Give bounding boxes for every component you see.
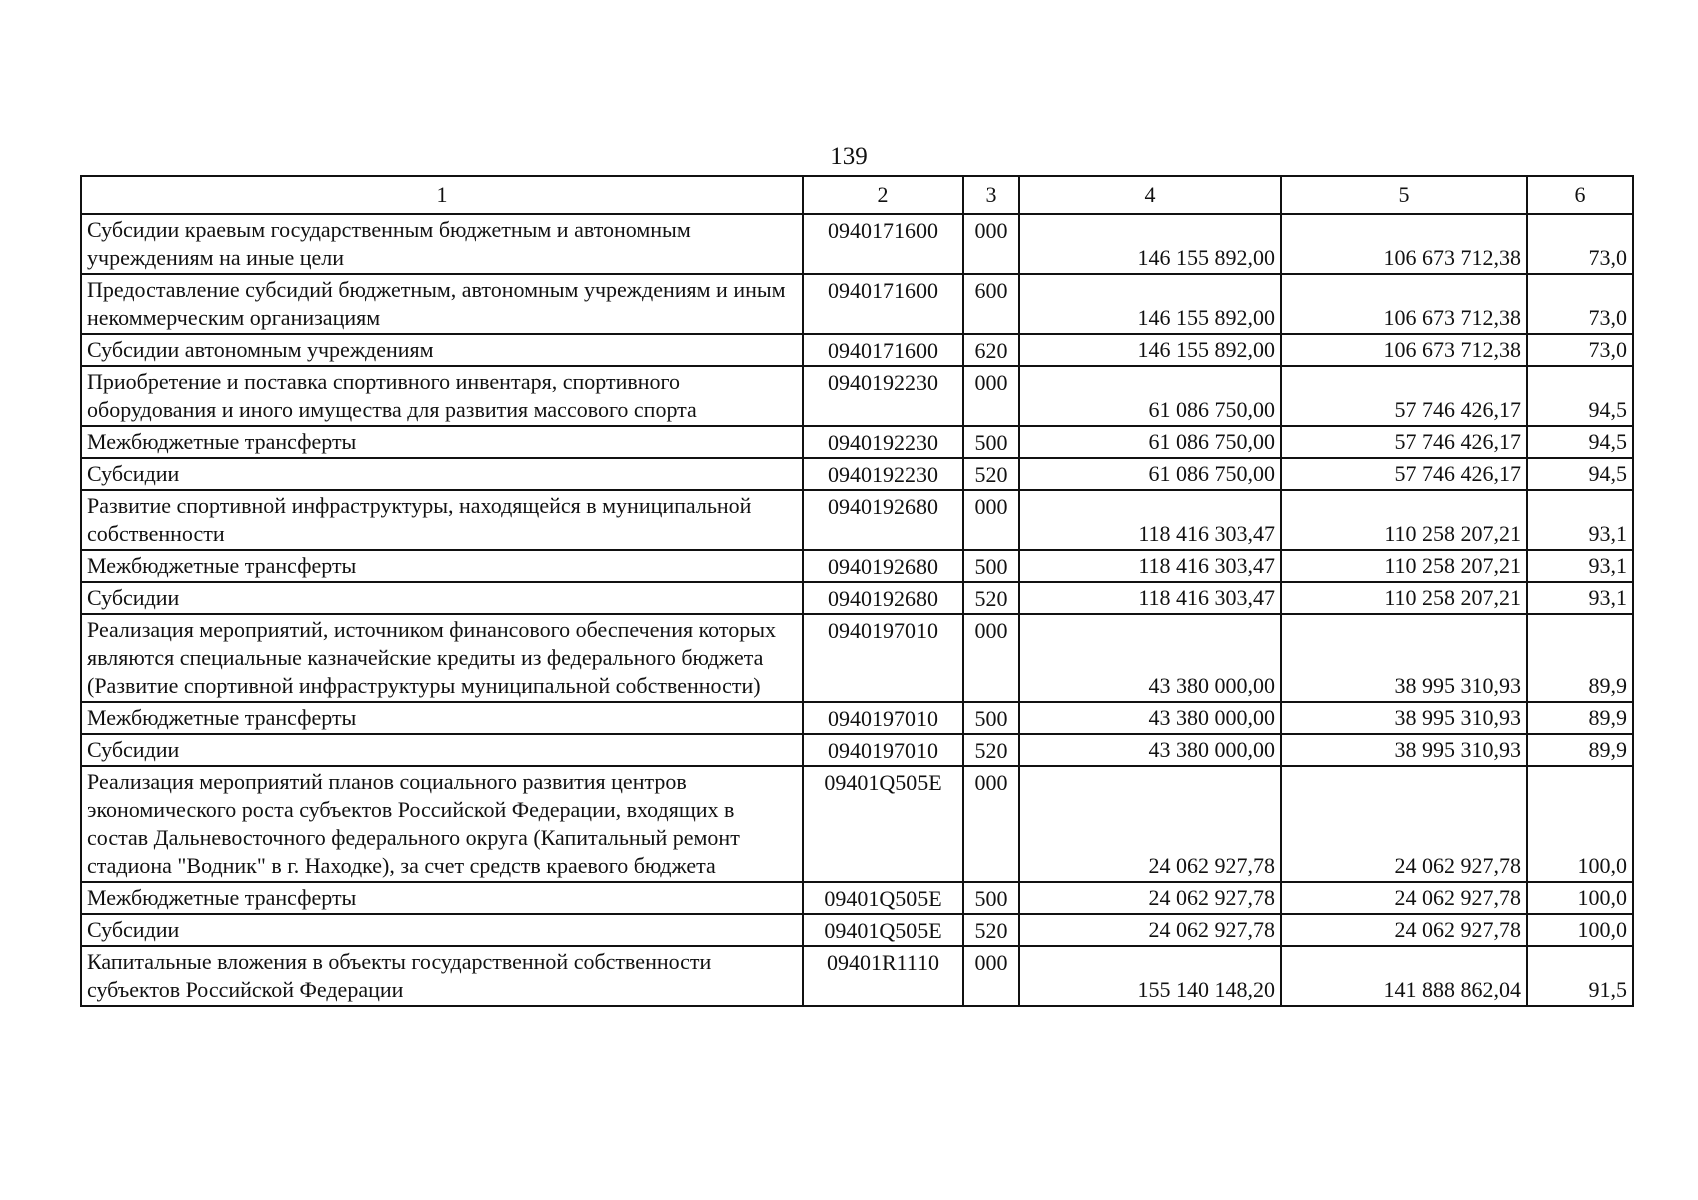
row-code-cell: 0940192230	[803, 458, 963, 490]
table-row	[81, 334, 1633, 366]
row-actual-cell: 57 746 426,17	[1281, 366, 1527, 426]
row-type-cell: 500	[963, 882, 1019, 914]
row-actual-cell: 141 888 862,04	[1281, 946, 1527, 1006]
row-name-cell: Субсидии автономным учреждениям	[81, 334, 803, 366]
row-name-cell: Приобретение и поставка спортивного инвентаря, спортивного оборудования и иного имущества для развития массового спорта	[81, 366, 803, 426]
row-code-cell: 0940171600	[803, 274, 963, 334]
row-type-cell: 600	[963, 274, 1019, 334]
row-actual-cell: 110 258 207,21	[1281, 550, 1527, 582]
row-percent-cell: 100,0	[1527, 914, 1633, 946]
table-row	[81, 734, 1633, 766]
row-code-cell: 0940171600	[803, 214, 963, 274]
table-row	[81, 614, 1633, 702]
row-actual-cell: 57 746 426,17	[1281, 458, 1527, 490]
row-plan-cell: 61 086 750,00	[1019, 366, 1281, 426]
row-name-cell: Субсидии	[81, 914, 803, 946]
row-plan-cell: 118 416 303,47	[1019, 550, 1281, 582]
row-type-cell: 500	[963, 550, 1019, 582]
row-code-cell: 0940192230	[803, 426, 963, 458]
row-plan-cell: 146 155 892,00	[1019, 274, 1281, 334]
row-plan-cell: 43 380 000,00	[1019, 734, 1281, 766]
row-type-cell: 500	[963, 426, 1019, 458]
row-type-cell: 520	[963, 582, 1019, 614]
row-plan-cell: 146 155 892,00	[1019, 214, 1281, 274]
row-plan-cell: 155 140 148,20	[1019, 946, 1281, 1006]
row-code-cell: 0940192680	[803, 582, 963, 614]
table-row	[81, 882, 1633, 914]
row-percent-cell: 94,5	[1527, 426, 1633, 458]
row-type-cell: 000	[963, 614, 1019, 702]
table-row	[81, 366, 1633, 426]
row-name-cell: Реализация мероприятий, источником финансового обеспечения которых являются специальные казначейские кредиты из федерального бюджета (Развитие спортивной инфраструктуры муниципальной собственности)	[81, 614, 803, 702]
row-type-cell: 520	[963, 458, 1019, 490]
table-row	[81, 214, 1633, 274]
row-name-cell: Субсидии	[81, 734, 803, 766]
row-type-cell: 500	[963, 702, 1019, 734]
row-plan-cell: 24 062 927,78	[1019, 914, 1281, 946]
row-code-cell: 0940197010	[803, 702, 963, 734]
row-actual-cell: 38 995 310,93	[1281, 702, 1527, 734]
table-row	[81, 490, 1633, 550]
row-plan-cell: 24 062 927,78	[1019, 766, 1281, 882]
row-plan-cell: 43 380 000,00	[1019, 614, 1281, 702]
row-percent-cell: 100,0	[1527, 882, 1633, 914]
row-percent-cell: 93,1	[1527, 582, 1633, 614]
table-row	[81, 946, 1633, 1006]
row-name-cell: Субсидии краевым государственным бюджетным и автономным учреждениям на иные цели	[81, 214, 803, 274]
table-row	[81, 582, 1633, 614]
row-percent-cell: 93,1	[1527, 550, 1633, 582]
row-code-cell: 0940192230	[803, 366, 963, 426]
row-type-cell: 000	[963, 766, 1019, 882]
row-code-cell: 0940197010	[803, 734, 963, 766]
row-type-cell: 000	[963, 946, 1019, 1006]
column-header: 5	[1281, 176, 1527, 214]
table-row	[81, 914, 1633, 946]
row-name-cell: Реализация мероприятий планов социального развития центров экономического роста субъектов Российской Федерации, входящих в состав Дальневосточного федерального округа (Капитальный ремонт стадиона "Водник" в г. Находке), за счет средств краевого бюджета	[81, 766, 803, 882]
table-body	[81, 214, 1633, 1006]
row-percent-cell: 73,0	[1527, 214, 1633, 274]
row-plan-cell: 43 380 000,00	[1019, 702, 1281, 734]
row-plan-cell: 146 155 892,00	[1019, 334, 1281, 366]
row-actual-cell: 106 673 712,38	[1281, 334, 1527, 366]
table-row	[81, 426, 1633, 458]
row-name-cell: Межбюджетные трансферты	[81, 426, 803, 458]
row-percent-cell: 100,0	[1527, 766, 1633, 882]
row-code-cell: 0940171600	[803, 334, 963, 366]
row-actual-cell: 38 995 310,93	[1281, 614, 1527, 702]
row-code-cell: 0940192680	[803, 550, 963, 582]
table-row	[81, 274, 1633, 334]
row-plan-cell: 118 416 303,47	[1019, 582, 1281, 614]
row-actual-cell: 24 062 927,78	[1281, 914, 1527, 946]
column-header: 4	[1019, 176, 1281, 214]
row-name-cell: Предоставление субсидий бюджетным, автономным учреждениям и иным некоммерческим организациям	[81, 274, 803, 334]
row-type-cell: 000	[963, 490, 1019, 550]
row-percent-cell: 94,5	[1527, 366, 1633, 426]
row-actual-cell: 24 062 927,78	[1281, 766, 1527, 882]
row-actual-cell: 110 258 207,21	[1281, 490, 1527, 550]
row-actual-cell: 57 746 426,17	[1281, 426, 1527, 458]
row-percent-cell: 89,9	[1527, 702, 1633, 734]
row-actual-cell: 38 995 310,93	[1281, 734, 1527, 766]
row-code-cell: 09401Q505E	[803, 914, 963, 946]
row-code-cell: 09401Q505E	[803, 882, 963, 914]
row-percent-cell: 94,5	[1527, 458, 1633, 490]
row-percent-cell: 73,0	[1527, 334, 1633, 366]
row-name-cell: Межбюджетные трансферты	[81, 882, 803, 914]
row-plan-cell: 61 086 750,00	[1019, 426, 1281, 458]
row-percent-cell: 91,5	[1527, 946, 1633, 1006]
row-plan-cell: 24 062 927,78	[1019, 882, 1281, 914]
column-header: 3	[963, 176, 1019, 214]
row-type-cell: 520	[963, 734, 1019, 766]
row-name-cell: Межбюджетные трансферты	[81, 550, 803, 582]
row-name-cell: Капитальные вложения в объекты государственной собственности субъектов Российской Федерации	[81, 946, 803, 1006]
table-row	[81, 458, 1633, 490]
row-name-cell: Субсидии	[81, 458, 803, 490]
row-type-cell: 620	[963, 334, 1019, 366]
row-type-cell: 520	[963, 914, 1019, 946]
row-plan-cell: 61 086 750,00	[1019, 458, 1281, 490]
column-header: 6	[1527, 176, 1633, 214]
row-percent-cell: 73,0	[1527, 274, 1633, 334]
row-name-cell: Межбюджетные трансферты	[81, 702, 803, 734]
row-code-cell: 0940197010	[803, 614, 963, 702]
row-percent-cell: 93,1	[1527, 490, 1633, 550]
budget-table	[80, 175, 1634, 1007]
row-code-cell: 0940192680	[803, 490, 963, 550]
row-name-cell: Субсидии	[81, 582, 803, 614]
column-header: 2	[803, 176, 963, 214]
row-plan-cell: 118 416 303,47	[1019, 490, 1281, 550]
row-type-cell: 000	[963, 366, 1019, 426]
row-actual-cell: 24 062 927,78	[1281, 882, 1527, 914]
row-actual-cell: 110 258 207,21	[1281, 582, 1527, 614]
table-row	[81, 766, 1633, 882]
row-percent-cell: 89,9	[1527, 614, 1633, 702]
row-actual-cell: 106 673 712,38	[1281, 274, 1527, 334]
row-code-cell: 09401R1110	[803, 946, 963, 1006]
table-row	[81, 702, 1633, 734]
table-row	[81, 550, 1633, 582]
column-header: 1	[81, 176, 803, 214]
row-code-cell: 09401Q505E	[803, 766, 963, 882]
row-name-cell: Развитие спортивной инфраструктуры, находящейся в муниципальной собственности	[81, 490, 803, 550]
page-number: 139	[830, 143, 868, 170]
table-header-row	[81, 176, 1633, 214]
row-type-cell: 000	[963, 214, 1019, 274]
row-actual-cell: 106 673 712,38	[1281, 214, 1527, 274]
row-percent-cell: 89,9	[1527, 734, 1633, 766]
